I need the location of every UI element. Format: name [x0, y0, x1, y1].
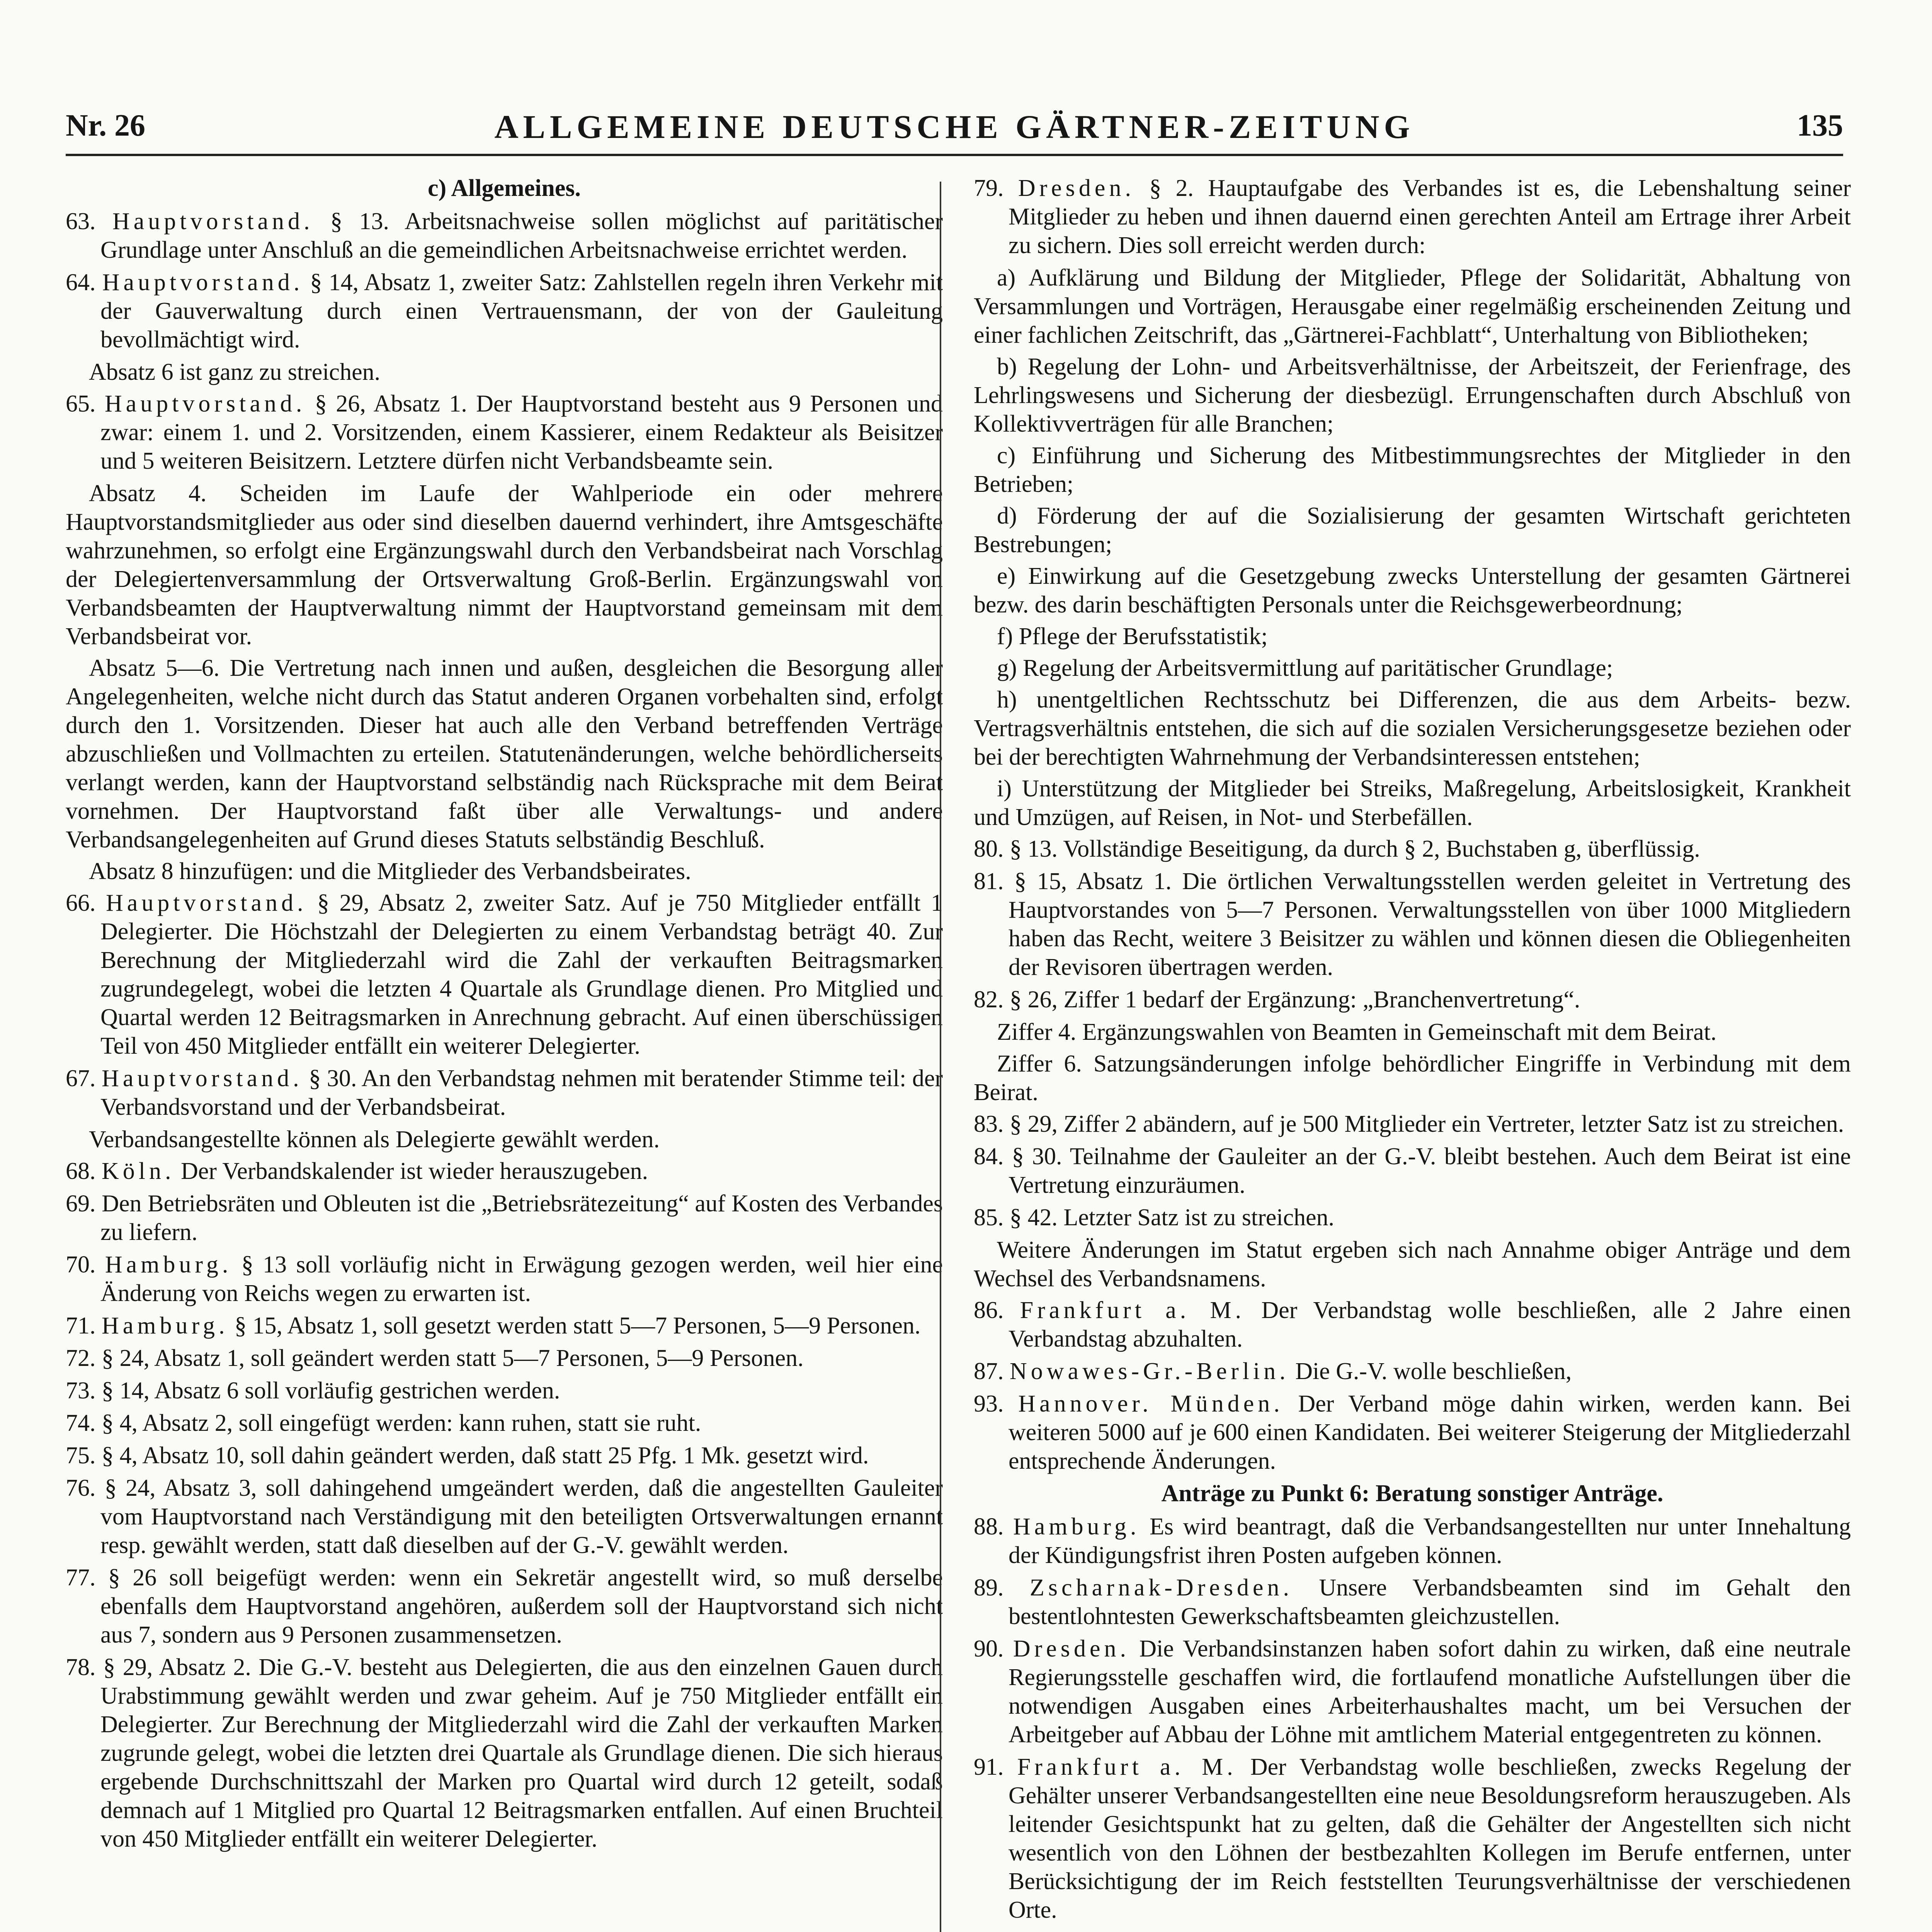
item-text: § 29, Ziffer 2 abändern, auf je 500 Mitglieder ein Vertreter, letzter Satz ist zu streichen. — [1010, 1111, 1844, 1137]
motion-item — [974, 1634, 1851, 1749]
motion-item — [66, 1376, 943, 1405]
motion-item — [66, 207, 943, 264]
item-text: § 24, Absatz 1, soll geändert werden statt 5—7 Personen, 5—9 Personen. — [102, 1345, 804, 1371]
motion-item — [66, 1157, 943, 1185]
motion-item — [974, 835, 1851, 863]
item-number: 69. — [66, 1190, 96, 1217]
sub-paragraph: f) Pflege der Berufsstatistik; — [997, 623, 1268, 650]
motion-item — [974, 174, 1851, 260]
sub-paragraph: Absatz 5—6. Die Vertretung nach innen und außen, desgleichen die Besorgung aller Angelegenheiten, welche nicht durch das Statut anderen Organen vorbehalten sind, erfolgt durch den 1. Vorsitzenden. Dieser hat auch alle den Verband betreffenden Verträge abzuschließen und Vollmachten zu erteilen. Statutenänderungen, welche behördlicherseits verlangt werden, kann der Hauptvorstand selbständig nach Rücksprache mit dem Beirat vornehmen. Der Hauptvorstand faßt über alle Verwaltungs- und andere Verbandsangelegenheiten auf Grund dieses Statuts selbständig Beschluß. — [66, 655, 943, 853]
item-text: § 2. Hauptaufgabe des Verbandes ist es, die Lebenshaltung seiner Mitglieder zu heben und ihnen dauernd einen gerechten Anteil am Ertrage ihrer Arbeit zu sichern. Dies soll erreicht werden durch: — [1009, 175, 1851, 259]
item-text: Die Verbandsinstanzen haben sofort dahin zu wirken, daß eine neutrale Regierungsstelle geschaffen wird, die fortlaufend monatliche Aufstellungen über die notwendigen Ausgaben eines Arbeiterhaushaltes macht, um bei Versuchen der Arbeitgeber auf Abbau der Löhne mit amtlichem Material entgegentreten zu können. — [1009, 1636, 1851, 1748]
item-text: § 29, Absatz 2. Die G.-V. besteht aus Delegierten, die aus den einzelnen Gauen durch Urabstimmung gewählt werden und zwar geheim. Auf je 750 Mitglieder entfällt ein Delegierter. Zur Berechnung der Mitgliederzahl wird die Zahl der verkauften Marken zugrunde gelegt, wobei die letzten drei Quartale als Grundlage dienen. Die sich hieraus ergebende Durchschnittszahl der Marken pro Quartal wird durch 12 geteilt, sodaß demnach auf 1 Mitglied pro Quartal 12 Beitragsmarken entfallen. Auf einen Bruchteil von 450 Mitglieder entfällt ein weiterer Delegierter. — [100, 1654, 943, 1852]
item-source: Hamburg. — [1013, 1514, 1140, 1540]
item-number: 93. — [974, 1391, 1004, 1417]
item-number: 80. — [974, 836, 1004, 862]
motion-item — [974, 1573, 1851, 1631]
sub-paragraph: Ziffer 6. Satzungsänderungen infolge behördlicher Eingriffe in Verbindung mit dem Beirat. — [974, 1051, 1851, 1105]
motion-item — [974, 1296, 1851, 1353]
motion-item — [66, 389, 943, 475]
item-text: Es wird beantragt, daß die Verbandsangestellten nur unter Innehaltung der Kündigungsfrist ihren Posten aufgeben können. — [1009, 1514, 1851, 1568]
item-source: Hauptvorstand. — [102, 1065, 303, 1092]
item-number: 78. — [66, 1654, 96, 1680]
item-number: 71. — [66, 1313, 96, 1339]
sub-paragraph: h) unentgeltlichen Rechtsschutz bei Differenzen, die aus dem Arbeits- bezw. Vertragsverhältnis entstehen, die sich auf die sozialen Versicherungsgesetze beziehen oder bei der berechtigten Wahrnehmung der Verbandsinteressen entstehen; — [974, 687, 1851, 770]
item-text: Der Verbandstag wolle beschließen, alle 2 Jahre einen Verbandstag abzuhalten. — [1009, 1297, 1851, 1352]
item-number: 73. — [66, 1378, 96, 1404]
page-header — [66, 58, 1843, 158]
motion-item — [66, 1250, 943, 1308]
sub-paragraph: Verbandsangestellte können als Delegierte gewählt werden. — [89, 1126, 660, 1153]
sub-paragraph: i) Unterstützung der Mitglieder bei Streiks, Maßregelung, Arbeitslosigkeit, Krankheit und Umzügen, auf Reisen, in Not- und Sterbefällen. — [974, 776, 1851, 830]
item-number: 76. — [66, 1475, 96, 1501]
item-text: § 26 soll beigefügt werden: wenn ein Sekretär angestellt wird, so muß derselbe ebenfalls dem Hauptvorstand angehören, außerdem soll der Hauptvorstand sich nicht aus 7, sondern aus 9 Personen zusammensetzen. — [100, 1565, 943, 1648]
motion-item — [974, 1357, 1851, 1386]
item-text: § 26, Absatz 1. Der Hauptvorstand besteht aus 9 Personen und zwar: einem 1. und 2. Vorsitzenden, einem Kassierer, einem Redakteur als Beisitzer und 5 weiteren Beisitzern. Letztere dürfen nicht Verbandsbeamte sein. — [100, 391, 943, 474]
page-number: 135 — [1797, 109, 1843, 143]
item-source: Hamburg. — [102, 1313, 229, 1339]
sub-paragraph: a) Aufklärung und Bildung der Mitglieder, Pflege der Solidarität, Abhaltung von Versammlungen und Vorträgen, Herausgabe einer regelmäßig erscheinenden Zeitung und einer fachlichen Zeitschrift, das „Gärtnerei-Fachblatt“, Unterhaltung von Bibliotheken; — [974, 265, 1851, 348]
left-column — [66, 174, 943, 1857]
item-source: Frankfurt a. M. — [1017, 1754, 1237, 1780]
item-text: § 14, Absatz 1, zweiter Satz: Zahlstellen regeln ihren Verkehr mit der Gauverwaltung durch einen Vertrauensmann, der von der Gauleitung bevollmächtigt wird. — [100, 269, 943, 353]
item-text: Den Betriebsräten und Obleuten ist die „Betriebsrätezeitung“ auf Kosten des Verbandes zu liefern. — [100, 1190, 943, 1245]
sub-paragraph: Absatz 8 hinzufügen: und die Mitglieder des Verbandsbeirates. — [89, 858, 691, 884]
motion-item — [974, 867, 1851, 981]
item-text: Der Verbandstag wolle beschließen, zwecks Regelung der Gehälter unserer Verbandsangestellten eine neue Besoldungsreform herauszugeben. Als leitender Gesichtspunkt hat zu gelten, daß die Gehälter der Angestellten sich nicht wesentlich von den Löhnen der bestbezahlten Kollegen im Berufe entfernen, unter Berücksichtigung der im Reich feststellten Teurungsverhältnisse der verschiedenen Orte. — [1009, 1754, 1851, 1923]
item-number: 63. — [66, 208, 96, 235]
item-text: § 13. Vollständige Beseitigung, da durch § 2, Buchstaben g, überflüssig. — [1010, 836, 1700, 862]
item-number: 77. — [66, 1565, 96, 1591]
item-number: 75. — [66, 1442, 96, 1469]
motion-item — [974, 1512, 1851, 1570]
item-text: § 14, Absatz 6 soll vorläufig gestrichen werden. — [102, 1378, 560, 1404]
item-text: § 30. An den Verbandstag nehmen mit beratender Stimme teil: der Verbandsvorstand und der Verbandsbeirat. — [100, 1065, 943, 1120]
item-text: § 13 soll vorläufig nicht in Erwägung gezogen werden, weil hier eine Änderung von Reichs wegen zu erwarten ist. — [100, 1252, 943, 1306]
item-source: Zscharnak-Dresden. — [1030, 1575, 1293, 1601]
item-number: 87. — [974, 1358, 1004, 1384]
item-text: § 30. Teilnahme der Gauleiter an der G.-V. bleibt bestehen. Auch dem Beirat ist eine Vertretung einzuräumen. — [1009, 1143, 1851, 1198]
motion-item — [66, 889, 943, 1060]
header-rule — [66, 154, 1843, 156]
item-text: § 15, Absatz 1. Die örtlichen Verwaltungsstellen werden geleitet in Vertretung des Hauptvorstandes von 5—7 Personen. Verwaltungsstellen von über 1000 Mitgliedern haben das Recht, weitere 3 Beisitzer zu wählen und können diesen die Obliegenheiten der Revisoren übertragen werden. — [1009, 868, 1851, 980]
item-text: § 4, Absatz 2, soll eingefügt werden: kann ruhen, statt sie ruht. — [102, 1410, 701, 1436]
sub-paragraph: Absatz 4. Scheiden im Laufe der Wahlperiode ein oder mehrere Hauptvorstandsmitglieder aus oder sind dieselben dauernd verhindert, ihre Amtsgeschäfte wahrzunehmen, so erfolgt eine Ergänzungswahl durch den Verbandsbeirat nach Vorschlag der Delegiertenversammlung der Ortsverwaltung Groß-Berlin. Ergänzungswahl von Verbandsbeamten der Hauptverwaltung nimmt der Hauptvorstand gemeinsam mit dem Verbandsbeirat vor. — [66, 480, 943, 650]
item-number: 66. — [66, 890, 96, 916]
sub-paragraph: b) Regelung der Lohn- und Arbeitsverhältnisse, der Arbeitszeit, der Ferienfrage, des Lehrlingswesens und Sicherung der diesbezügl. Errungenschaften durch Abschluß von Kollektivverträgen für alle Branchen; — [974, 354, 1851, 437]
item-text: § 26, Ziffer 1 bedarf der Ergänzung: „Branchenvertretung“. — [1010, 986, 1580, 1013]
item-number: 70. — [66, 1252, 96, 1278]
item-number: 82. — [974, 986, 1004, 1013]
motion-item — [66, 1311, 943, 1340]
issue-number: Nr. 26 — [66, 109, 145, 143]
motion-item — [66, 1064, 943, 1121]
item-number: 89. — [974, 1575, 1004, 1601]
motion-item — [66, 1189, 943, 1247]
item-text: § 24, Absatz 3, soll dahingehend umgeändert werden, daß die angestellten Gauleiter vom Hauptvorstand nach Verständigung mit den beteiligten Ortsverwaltungen ernannt resp. gewählt werden, statt daß dieselben auf der G.-V. gewählt werden. — [100, 1475, 943, 1558]
section-heading: c) Allgemeines. — [427, 175, 581, 201]
right-column — [974, 174, 1851, 1928]
item-source: Hannover. Münden. — [1018, 1391, 1284, 1417]
item-source: Köln. — [102, 1158, 175, 1184]
sub-paragraph: g) Regelung der Arbeitsvermittlung auf paritätischer Grundlage; — [997, 655, 1613, 681]
item-number: 72. — [66, 1345, 96, 1371]
item-text: Unsere Verbandsbeamten sind im Gehalt den bestentlohntesten Gewerkschaftsbeamten gleichzustellen. — [1009, 1575, 1851, 1629]
item-source: Dresden. — [1013, 1636, 1130, 1662]
item-number: 88. — [974, 1514, 1004, 1540]
item-number: 90. — [974, 1636, 1004, 1662]
motion-item — [974, 1110, 1851, 1138]
sub-paragraph: e) Einwirkung auf die Gesetzgebung zwecks Unterstellung der gesamten Gärtnerei bezw. des darin beschäftigten Personals unter die Reichsgewerbeordnung; — [974, 563, 1851, 618]
item-text: § 13. Arbeitsnachweise sollen möglichst auf paritätischer Grundlage unter Anschluß an die gemeindlichen Arbeitsnachweise errichtet werden. — [100, 208, 943, 263]
newspaper-title: ALLGEMEINE DEUTSCHE GÄRTNER-ZEITUNG — [494, 108, 1415, 145]
item-number: 81. — [974, 868, 1004, 895]
item-number: 67. — [66, 1065, 96, 1092]
item-number: 65. — [66, 391, 96, 417]
sub-paragraph: c) Einführung und Sicherung des Mitbestimmungsrechtes der Mitglieder in den Betrieben; — [974, 442, 1851, 497]
motion-item — [974, 1753, 1851, 1924]
item-source: Hauptvorstand. — [102, 269, 304, 296]
item-number: 68. — [66, 1158, 96, 1184]
section-heading: Anträge zu Punkt 6: Beratung sonstiger Anträge. — [1161, 1480, 1663, 1507]
sub-paragraph: Ziffer 4. Ergänzungswahlen von Beamten in Gemeinschaft mit dem Beirat. — [997, 1019, 1717, 1045]
motion-item — [66, 1563, 943, 1649]
motion-item — [974, 1142, 1851, 1199]
motion-item — [974, 985, 1851, 1014]
motion-item — [974, 1389, 1851, 1475]
sub-paragraph: d) Förderung der auf die Sozialisierung der gesamten Wirtschaft gerichteten Bestrebungen; — [974, 503, 1851, 558]
item-number: 64. — [66, 269, 96, 296]
item-text: § 15, Absatz 1, soll gesetzt werden statt 5—7 Personen, 5—9 Personen. — [235, 1313, 921, 1339]
motion-item — [66, 268, 943, 354]
item-number: 83. — [974, 1111, 1004, 1137]
item-text: § 29, Absatz 2, zweiter Satz. Auf je 750 Mitglieder entfällt 1 Delegierter. Die Höchstzahl der Delegierten zu einem Verbandstag beträgt 40. Zur Berechnung der Mitgliederzahl wird die Zahl der verkauften Beitragsmarken zugrundegelegt, wobei die letzten 4 Quartale als Grundlage dienen. Pro Mitglied und Quartal werden 12 Beitragsmarken in Anrechnung gebracht. Auf einen überschüssigen Teil von 450 Mitglieder entfällt ein weiterer Delegierter. — [100, 890, 943, 1059]
motion-item — [66, 1474, 943, 1560]
item-source: Hauptvorstand. — [106, 890, 307, 916]
item-source: Frankfurt a. M. — [1020, 1297, 1245, 1323]
motion-item — [66, 1409, 943, 1437]
item-text: Der Verband möge dahin wirken, werden kann. Bei weiteren 5000 auf je 600 einen Kandidaten. Bei weiterer Steigerung der Mitgliederzahl entsprechende Änderungen. — [1009, 1391, 1851, 1474]
sub-paragraph: Absatz 6 ist ganz zu streichen. — [89, 359, 381, 385]
item-source: Dresden. — [1018, 175, 1135, 201]
item-number: 79. — [974, 175, 1004, 201]
sub-paragraph: Weitere Änderungen im Statut ergeben sich nach Annahme obiger Anträge und dem Wechsel des Verbandsnamens. — [974, 1237, 1851, 1292]
motion-item — [66, 1653, 943, 1853]
item-number: 91. — [974, 1754, 1004, 1780]
item-source: Hamburg. — [105, 1252, 232, 1278]
item-source: Hauptvorstand. — [112, 208, 314, 235]
item-text: § 4, Absatz 10, soll dahin geändert werden, daß statt 25 Pfg. 1 Mk. gesetzt wird. — [102, 1442, 869, 1469]
item-text: Der Verbandskalender ist wieder herauszugeben. — [181, 1158, 648, 1184]
item-source: Hauptvorstand. — [104, 391, 306, 417]
item-source: Nowawes-Gr.-Berlin. — [1010, 1358, 1289, 1384]
column-divider — [940, 182, 941, 1932]
item-text: Die G.-V. wolle beschließen, — [1295, 1358, 1572, 1384]
item-number: 74. — [66, 1410, 96, 1436]
item-number: 84. — [974, 1143, 1004, 1170]
item-number: 86. — [974, 1297, 1004, 1323]
motion-item — [974, 1203, 1851, 1232]
item-number: 85. — [974, 1204, 1004, 1231]
item-text: § 42. Letzter Satz ist zu streichen. — [1010, 1204, 1335, 1231]
motion-item — [66, 1344, 943, 1372]
motion-item — [66, 1441, 943, 1470]
